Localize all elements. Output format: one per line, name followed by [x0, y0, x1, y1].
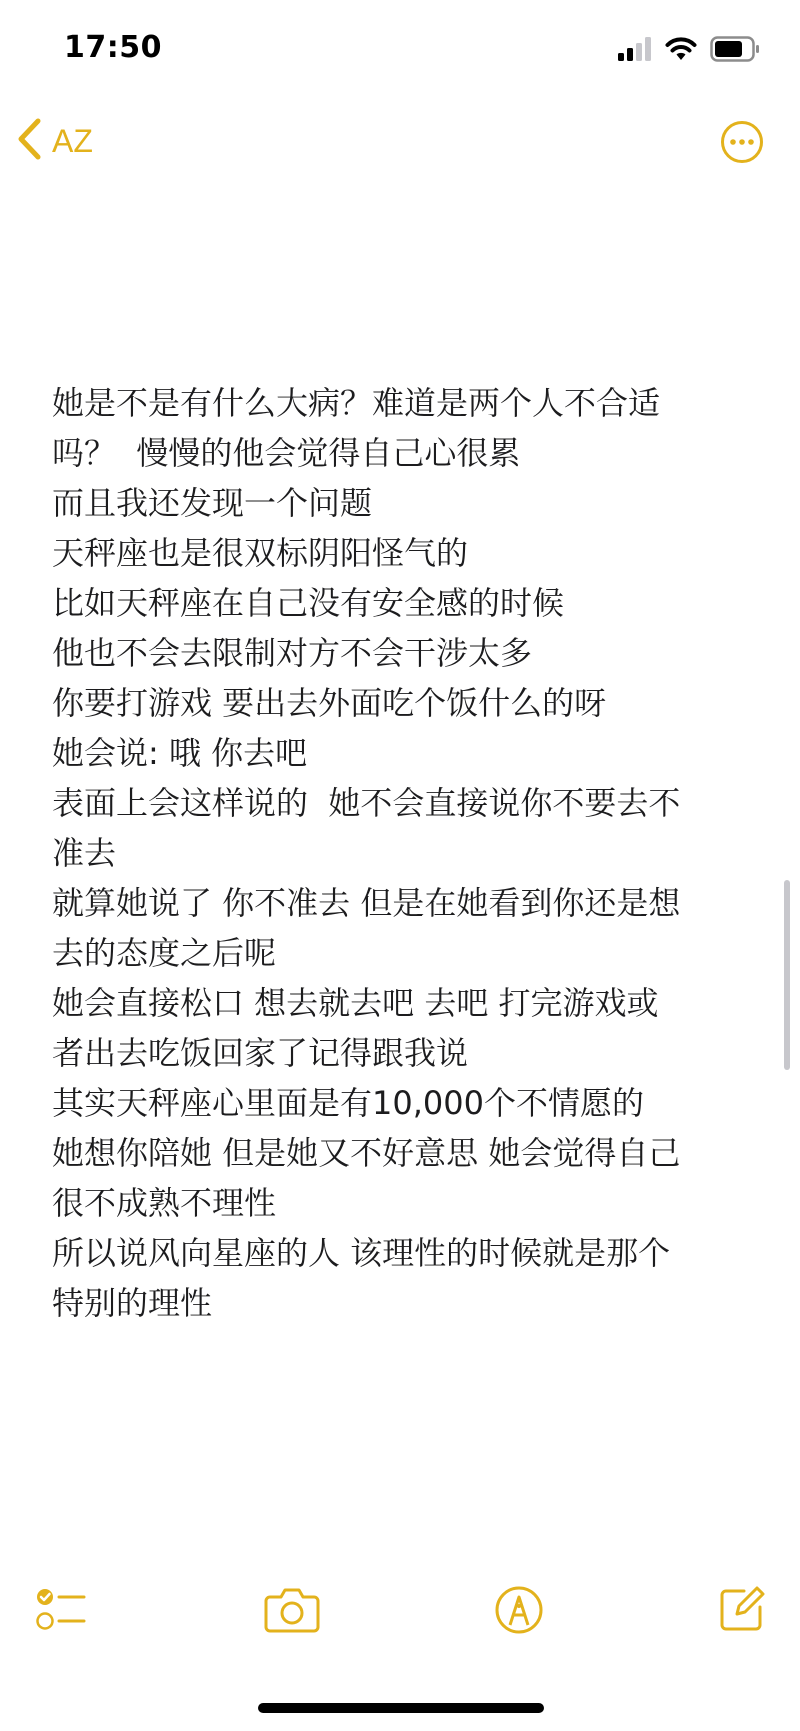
- note-line: 所以说风向星座的人 该理性的时候就是那个: [52, 1234, 671, 1272]
- note-line: 去的态度之后呢: [52, 934, 277, 972]
- note-line: 者出去吃饭回家了记得跟我说: [52, 1034, 469, 1072]
- back-label: AZ: [52, 122, 93, 159]
- battery-icon: [710, 36, 760, 66]
- note-line: 你要打游戏 要出去外面吃个饭什么的呀: [52, 684, 607, 722]
- status-time: 17:50: [64, 30, 162, 65]
- note-text-area[interactable]: [52, 378, 752, 1328]
- wifi-icon: [664, 36, 698, 66]
- more-options-icon: [720, 149, 764, 168]
- note-line: 她会说: 哦 你去吧: [52, 734, 308, 772]
- nav-bar: [0, 105, 800, 175]
- checklist-icon: [36, 1622, 88, 1641]
- note-line: 天秤座也是很双标阴阳怪气的: [52, 534, 469, 572]
- note-line: 准去: [52, 834, 117, 872]
- note-line: 表面上会这样说的 她不会直接说你不要去不: [52, 784, 681, 822]
- note-line: 吗？ 慢慢的他会觉得自己心很累: [52, 434, 521, 472]
- note-line: 他也不会去限制对方不会干涉太多: [52, 634, 533, 672]
- note-line: 她是不是有什么大病？难道是两个人不合适: [52, 384, 661, 422]
- note-line: 很不成熟不理性: [52, 1184, 277, 1222]
- note-line: 她想你陪她 但是她又不好意思 她会觉得自己: [52, 1134, 681, 1172]
- note-line: 特别的理性: [52, 1284, 213, 1322]
- camera-icon: [264, 1620, 320, 1639]
- note-line: 她会直接松口 想去就去吧 去吧 打完游戏或: [52, 984, 659, 1022]
- cellular-signal-icon: [618, 37, 652, 65]
- compose-button[interactable]: [718, 1585, 766, 1645]
- back-button[interactable]: [16, 117, 93, 165]
- home-indicator[interactable]: [258, 1703, 544, 1713]
- note-line: 而且我还发现一个问题: [52, 484, 373, 522]
- note-line: 比如天秤座在自己没有安全感的时候: [52, 584, 565, 622]
- note-line: 就算她说了 你不准去 但是在她看到你还是想: [52, 884, 681, 922]
- scrollbar[interactable]: [784, 880, 790, 1070]
- bottom-toolbar: [0, 1585, 800, 1655]
- status-bar: [0, 0, 800, 100]
- compose-icon: [718, 1618, 766, 1637]
- chevron-left-icon: [16, 117, 42, 165]
- markup-button[interactable]: [494, 1585, 544, 1645]
- note-line: 其实天秤座心里面是有10,000个不情愿的: [52, 1084, 644, 1122]
- markup-icon: [494, 1620, 544, 1639]
- status-icons: [618, 36, 760, 66]
- more-options-button[interactable]: [720, 120, 764, 168]
- checklist-button[interactable]: [36, 1585, 88, 1645]
- camera-button[interactable]: [264, 1585, 320, 1645]
